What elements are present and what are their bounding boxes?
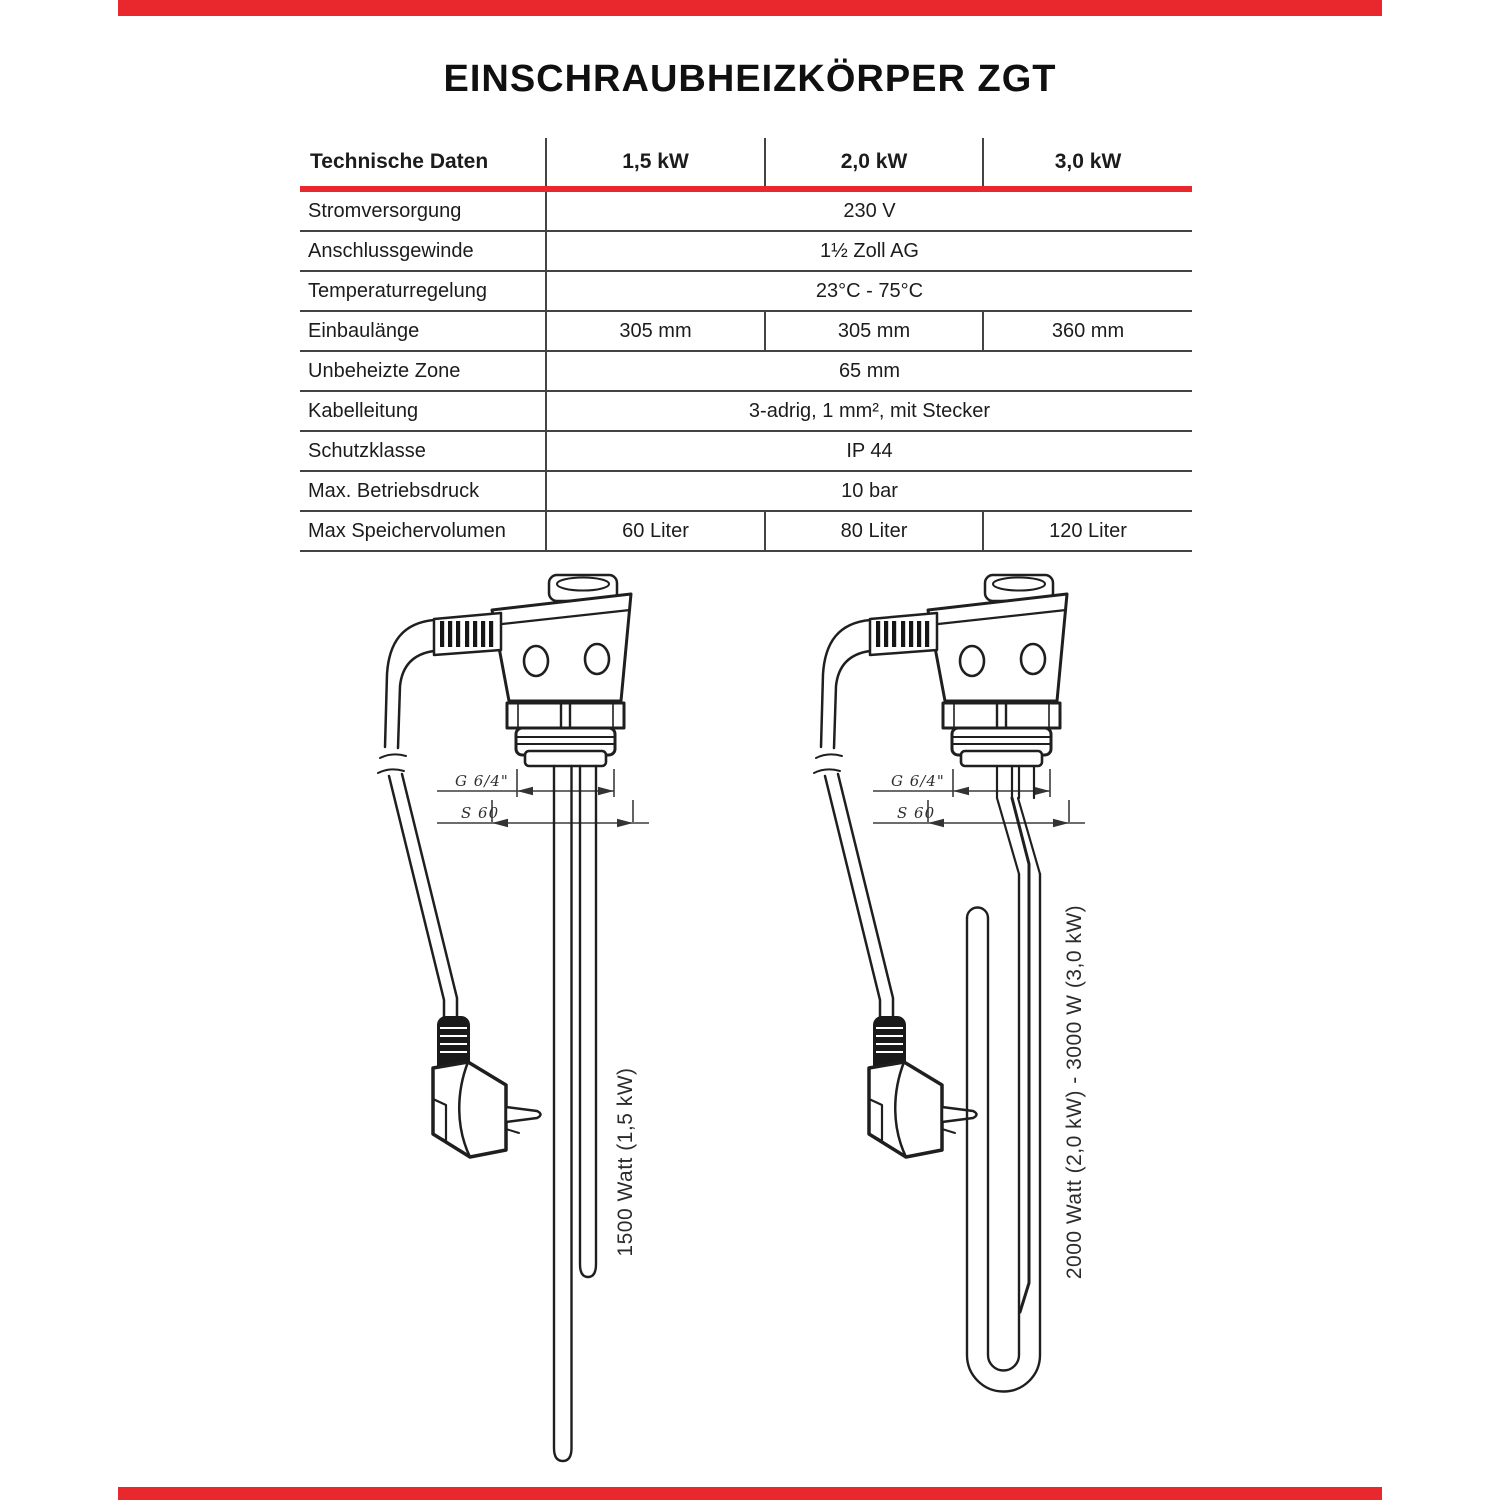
row-value: 23°C - 75°C [546,271,1192,311]
row-value-3: 120 Liter [983,511,1192,551]
row-value: 230 V [546,189,1192,231]
row-label: Anschlussgewinde [300,231,546,271]
thread-size-label-left: G 6/4" [455,772,509,790]
row-value-1: 305 mm [546,311,765,351]
header-technische-daten: Technische Daten [300,138,546,189]
row-label: Temperaturregelung [300,271,546,311]
row-value-1: 60 Liter [546,511,765,551]
row-value: 3-adrig, 1 mm², mit Stecker [546,391,1192,431]
wrench-size-label-right: S 60 [897,804,936,822]
row-value: 65 mm [546,351,1192,391]
row-value-3: 360 mm [983,311,1192,351]
heater-left-rods [554,766,596,1461]
row-label: Max Speichervolumen [300,511,546,551]
row-value: 1½ Zoll AG [546,231,1192,271]
header-col-1-5kw: 1,5 kW [546,138,765,189]
row-value: 10 bar [546,471,1192,511]
row-value-2: 80 Liter [765,511,983,551]
thread-size-label-right: G 6/4" [891,772,945,790]
wrench-size-label-left: S 60 [461,804,500,822]
row-label: Stromversorgung [300,189,546,231]
header-col-2-0kw: 2,0 kW [765,138,983,189]
heater-left-head [378,575,631,1157]
row-value: IP 44 [546,431,1192,471]
power-rating-label-right: 2000 Watt (2,0 kW) - 3000 W (3,0 kW) [1063,904,1086,1280]
row-label: Max. Betriebsdruck [300,471,546,511]
page-title: EINSCHRAUBHEIZKÖRPER ZGT [443,58,1057,100]
row-value-2: 305 mm [765,311,983,351]
power-rating-label-left: 1500 Watt (1,5 kW) [614,1067,637,1257]
row-label: Schutzklasse [300,431,546,471]
heater-right-rods [967,766,1040,1392]
row-label: Unbeheizte Zone [300,351,546,391]
row-label: Kabelleitung [300,391,546,431]
header-col-3-0kw: 3,0 kW [983,138,1192,189]
row-label: Einbaulänge [300,311,546,351]
